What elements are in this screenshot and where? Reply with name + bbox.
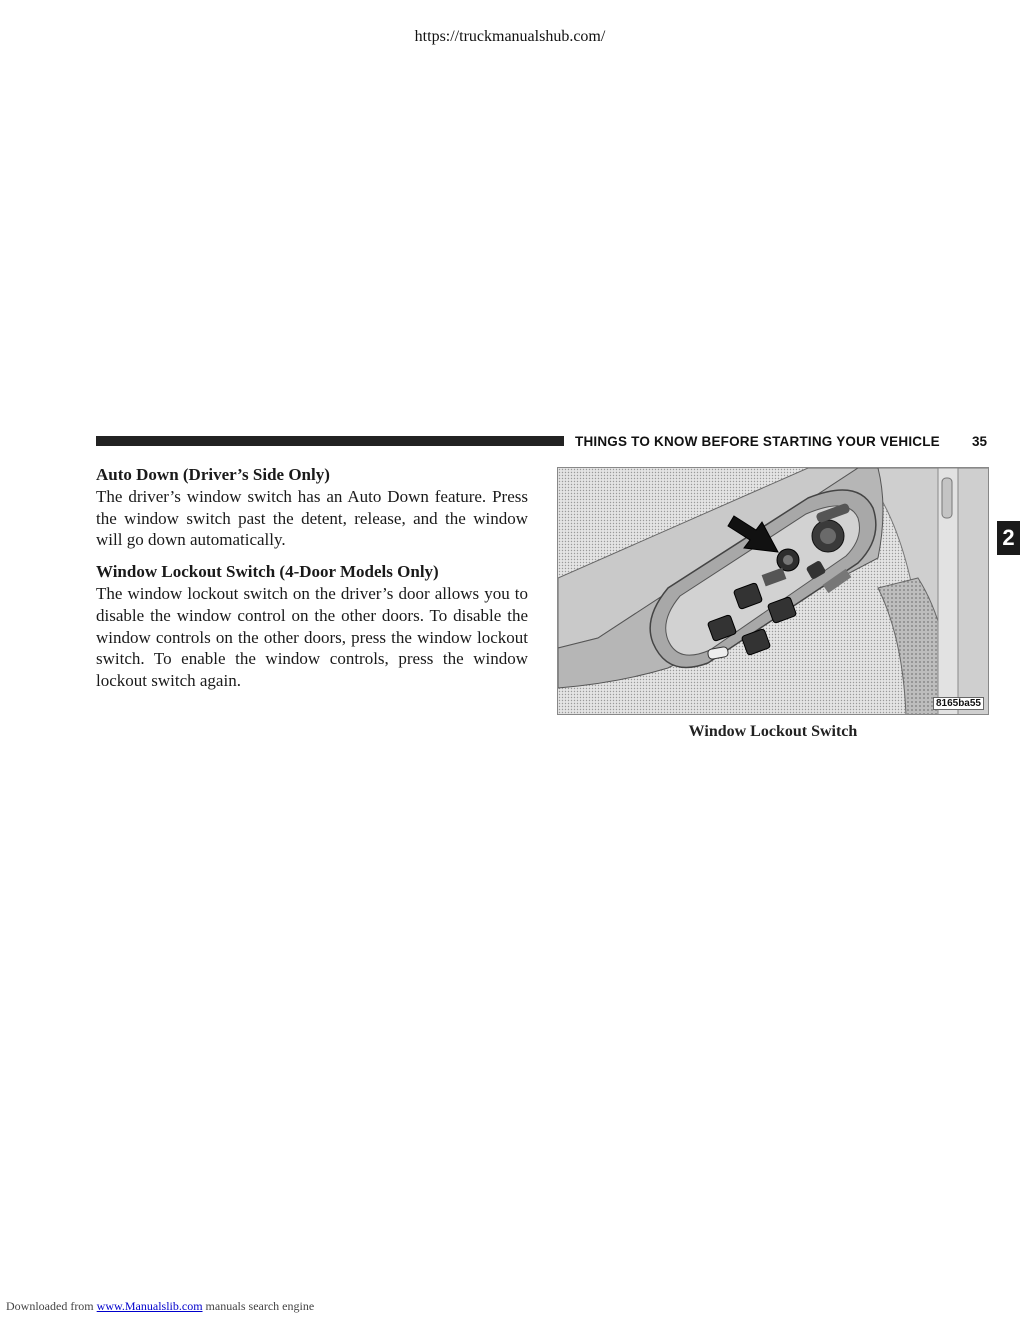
section-heading-auto-down: Auto Down (Driver’s Side Only) (96, 465, 330, 484)
text-column (96, 464, 528, 702)
download-footer (6, 1299, 314, 1314)
footer-suffix: manuals search engine (205, 1299, 315, 1313)
section-heading-window-lockout: Window Lockout Switch (4-Door Models Only) (96, 562, 439, 582)
door-panel-drawing (558, 468, 989, 715)
page-number: 35 (972, 434, 988, 449)
section-body-window-lockout: The window lockout switch on the driver’s door allows you to disable the window control on the other doors. To disable the window controls on the other doors, press the window lockout switch. To enable the window controls, press the window lockout switch again. (96, 583, 528, 691)
source-url: https://truckmanualshub.com/ (414, 28, 606, 45)
footer-prefix: Downloaded from (6, 1299, 94, 1313)
figure-caption: Window Lockout Switch (688, 723, 858, 740)
manualslib-link[interactable]: www.Manualslib.com (96, 1299, 203, 1313)
figure-id-label: 8165ba55 (933, 697, 984, 710)
section-body-auto-down: The driver’s window switch has an Auto Down feature. Press the window switch past the detent, release, and the window will go down automatically. (96, 486, 528, 550)
header-rule (96, 436, 564, 446)
running-header-title: THINGS TO KNOW BEFORE STARTING YOUR VEHICLE (575, 434, 940, 449)
window-lockout-illustration (557, 467, 989, 715)
chapter-tab: 2 (997, 521, 1020, 555)
